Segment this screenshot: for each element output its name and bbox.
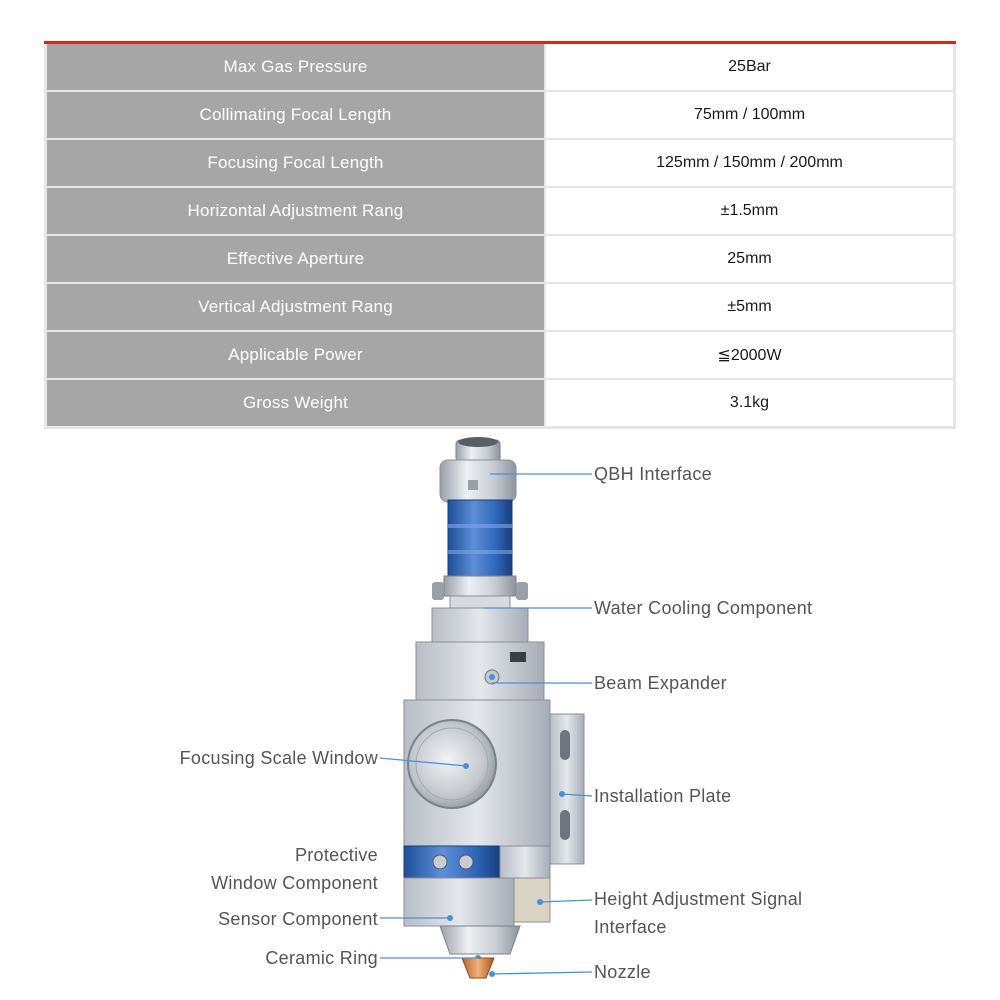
callout-installation-plate: Installation Plate [594,786,732,806]
table-row [47,332,953,380]
spec-value: 125mm / 150mm / 200mm [546,140,953,186]
table-row [47,92,953,140]
spec-value: 25mm [546,236,953,282]
spec-label: Horizontal Adjustment Rang [47,188,546,234]
spec-label: Collimating Focal Length [47,92,546,138]
table-row [47,140,953,188]
spec-value: ±5mm [546,284,953,330]
callout-height-adjustment-2: Interface [594,917,667,937]
callout-protective-1: Protective [294,845,378,865]
table-row [47,44,953,92]
callout-sensor-component: Sensor Component [218,909,378,929]
beam-expander-part [416,608,544,700]
table-row [47,188,953,236]
callout-ceramic-ring: Ceramic Ring [265,948,378,968]
protective-window-part [404,846,550,878]
callout-water-cooling: Water Cooling Component [594,598,813,618]
callout-protective-2: Window Component [211,873,378,893]
callout-qbh-interface: QBH Interface [594,464,712,484]
ceramic-ring-part [440,926,520,961]
table-row [47,284,953,332]
water-cooling-part [432,576,528,608]
spec-value: ≦2000W [546,332,953,378]
spec-value: ±1.5mm [546,188,953,234]
spec-table [44,41,956,429]
table-row [47,236,953,284]
spec-value: 3.1kg [546,380,953,426]
sensor-part [404,878,550,926]
callout-focusing-scale-window: Focusing Scale Window [179,748,378,768]
laser-head-illustration [0,430,1000,1000]
spec-label: Effective Aperture [47,236,546,282]
qbh-interface-part [440,437,516,502]
spec-label: Max Gas Pressure [47,44,546,90]
spec-value: 75mm / 100mm [546,92,953,138]
spec-label: Focusing Focal Length [47,140,546,186]
callout-nozzle: Nozzle [594,962,651,982]
table-row [47,380,953,426]
spec-value: 25Bar [546,44,953,90]
callout-height-adjustment-1: Height Adjustment Signal [594,889,803,909]
callout-beam-expander: Beam Expander [594,673,727,693]
spec-label: Vertical Adjustment Rang [47,284,546,330]
main-body-part [404,700,550,848]
spec-label: Gross Weight [47,380,546,426]
spec-label: Applicable Power [47,332,546,378]
blue-body-part [448,500,512,578]
laser-head-diagram [0,430,1000,1000]
nozzle-part [462,958,495,978]
installation-plate-part [550,714,584,864]
